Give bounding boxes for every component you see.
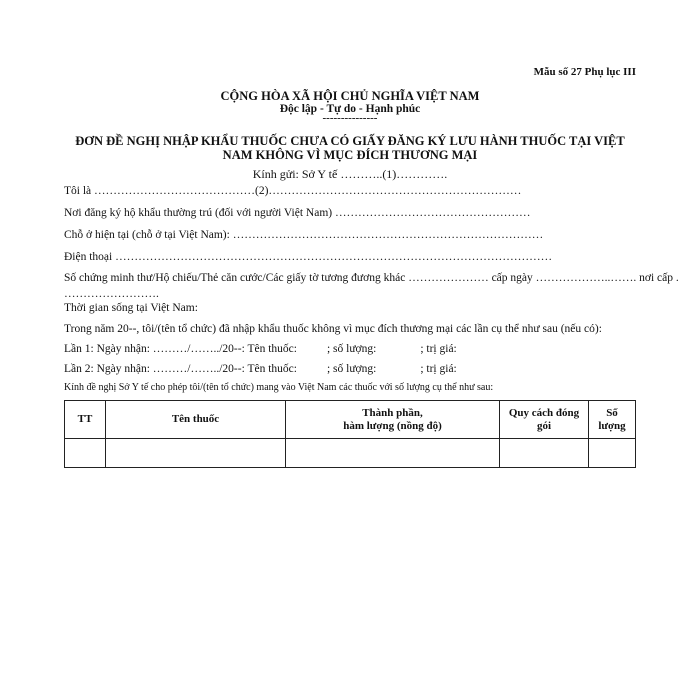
header-composition-line1: Thành phần,: [362, 406, 423, 419]
drug-list-table: [64, 400, 636, 468]
table-header-row: [65, 401, 636, 439]
form-number: Mẫu số 27 Phụ lục III: [533, 66, 636, 78]
table-cell-drug-name: [106, 439, 286, 468]
registered-residence-field: Nơi đăng ký hộ khẩu thường trú (đối với người Việt Nam) ……………………………………………: [64, 207, 531, 219]
addressee: Kính gửi: Sở Y tế ………..(1)………….: [252, 167, 448, 181]
nation-heading: CỘNG HÒA XÃ HỘI CHỦ NGHĨA VIỆT NAM: [220, 89, 480, 103]
import-record-1: [64, 343, 660, 355]
header-composition: [286, 401, 500, 439]
header-packing: [500, 401, 589, 439]
import-record-1-quantity: ; số lượng:: [326, 343, 377, 355]
id-document-field-continued: …………………….: [64, 288, 159, 300]
table-cell-packing: [500, 439, 589, 468]
import-record-2: [64, 363, 660, 375]
header-packing-line2: gói: [536, 419, 552, 432]
current-residence-field: Chỗ ở hiện tại (chỗ ở tại Việt Nam): ………………………………………………………………………: [64, 229, 544, 241]
import-record-1-label: Lần 1: Ngày nhận: ………/……../20--: Tên thuốc:: [64, 343, 297, 355]
import-record-2-quantity: ; số lượng:: [326, 363, 377, 375]
header-drug-name: Tên thuốc: [106, 401, 286, 439]
import-record-2-label: Lần 2: Ngày nhận: ………/……../20--: Tên thuốc:: [64, 363, 297, 375]
id-document-field: Số chứng minh thư/Hộ chiếu/Thẻ căn cước/Các giấy tờ tương đương khác ………………… cấp ngày ………………..……. nơi cấp .: [64, 272, 679, 284]
applicant-name-field: Tôi là ……………………………………(2)…………………………………………………………: [64, 185, 522, 197]
motto: Độc lập - Tự do - Hạnh phúc: [279, 103, 421, 115]
import-history-intro: Trong năm 20--, tôi/(tên tổ chức) đã nhập khẩu thuốc không vì mục đích thương mại các lần cụ thể như sau (nếu có):: [64, 323, 602, 335]
stay-time-field: Thời gian sống tại Việt Nam:: [64, 302, 198, 314]
import-record-2-value: ; trị giá:: [420, 363, 457, 375]
header-quantity: Số lượng: [589, 401, 636, 439]
document-title: ĐƠN ĐỀ NGHỊ NHẬP KHẨU THUỐC CHƯA CÓ GIẤY ĐĂNG KÝ LƯU HÀNH THUỐC TẠI VIỆT NAM KHÔNG VÌ MỤC ĐÍCH THƯƠNG MẠI: [75, 134, 625, 162]
header-tt: TT: [65, 401, 106, 439]
heading-rule: ---------------: [322, 112, 378, 124]
table-cell-tt: [65, 439, 106, 468]
import-record-1-value: ; trị giá:: [420, 343, 457, 355]
phone-field: Điện thoại ……………………………………………………………………………………………………: [64, 251, 553, 263]
header-composition-line2: hàm lượng (nồng độ): [343, 419, 442, 432]
request-statement: Kính đề nghị Sở Y tế cho phép tôi/(tên tổ chức) mang vào Việt Nam các thuốc với số lượng cụ thể như sau:: [64, 382, 494, 393]
table-cell-composition: [286, 439, 500, 468]
header-packing-line1: Quy cách đóng: [508, 406, 580, 419]
table-row: [65, 439, 636, 468]
table-cell-quantity: [589, 439, 636, 468]
